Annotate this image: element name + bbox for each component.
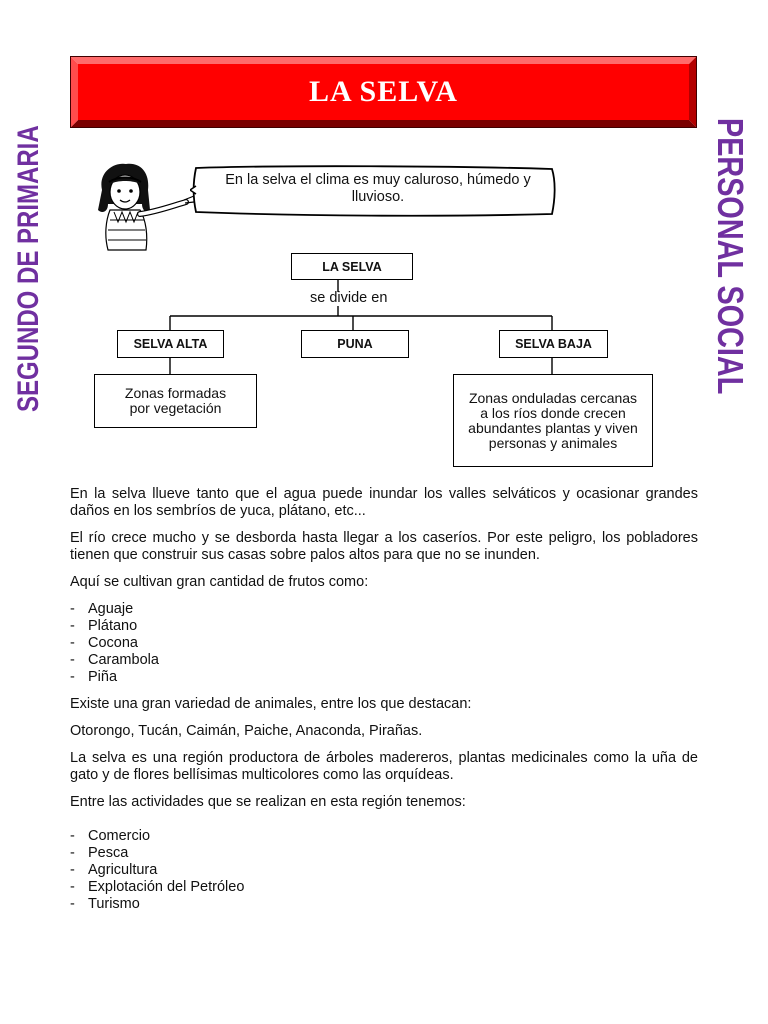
list-item: - Aguaje	[70, 601, 134, 617]
bubble-text: En la selva el clima es muy caluroso, húmedo y lluvioso.	[225, 172, 531, 205]
list-item: - Turismo	[70, 896, 140, 912]
diagram-selva-alta-desc: Zonas formadas por vegetación	[94, 374, 257, 428]
diagram-selva-baja-desc: Zonas onduladas cercanas a los ríos donde crecen abundantes plantas y viven personas y animales	[453, 374, 653, 467]
list-item: - Comercio	[70, 828, 151, 844]
paragraph-river: El río crece mucho y se desborda hasta llegar a los caseríos. Por este peligro, los pobladores tienen que construir sus casas sobre palos altos para que no se inunden.	[70, 530, 698, 563]
girl-illustration	[88, 160, 198, 252]
diagram-connector-label: se divide en	[310, 290, 388, 306]
paragraph-fruits-intro: Aquí se cultivan gran cantidad de frutos como:	[70, 574, 369, 590]
paragraph-rain: En la selva llueve tanto que el agua puede inundar los valles selváticos y ocasionar grandes daños en los sembríos de yuca, plátano, etc...	[70, 486, 698, 519]
body-content	[70, 486, 698, 923]
list-item: - Pesca	[70, 845, 129, 861]
diagram-selva-baja-box: SELVA BAJA	[499, 330, 608, 358]
list-item: - Agricultura	[70, 862, 158, 878]
title-banner	[70, 56, 697, 128]
diagram-root-box: LA SELVA	[291, 253, 413, 280]
list-item: - Piña	[70, 669, 118, 685]
list-item: - Explotación del Petróleo	[70, 879, 245, 895]
fruits-list	[70, 601, 698, 686]
speech-bubble	[190, 164, 558, 218]
page-title: LA SELVA	[309, 75, 458, 108]
paragraph-animals: Otorongo, Tucán, Caimán, Paiche, Anaconda, Pirañas.	[70, 723, 423, 739]
paragraph-animals-intro: Existe una gran variedad de animales, entre los que destacan:	[70, 696, 472, 712]
diagram-selva-alta-box: SELVA ALTA	[117, 330, 224, 358]
list-item: - Carambola	[70, 652, 159, 668]
activities-list	[70, 828, 698, 913]
paragraph-activities-intro: Entre las actividades que se realizan en esta región tenemos:	[70, 794, 466, 810]
list-item: - Cocona	[70, 635, 138, 651]
paragraph-region: La selva es una región productora de árboles madereros, plantas medicinales como la uña de gato y de flores bellísimas multicolores como las orquídeas.	[70, 750, 698, 783]
grade-label: SEGUNDO DE PRIMARIA	[12, 125, 45, 412]
diagram-puna-box: PUNA	[301, 330, 409, 358]
list-item: - Plátano	[70, 618, 138, 634]
subject-label: PERSONAL SOCIAL	[710, 118, 751, 395]
